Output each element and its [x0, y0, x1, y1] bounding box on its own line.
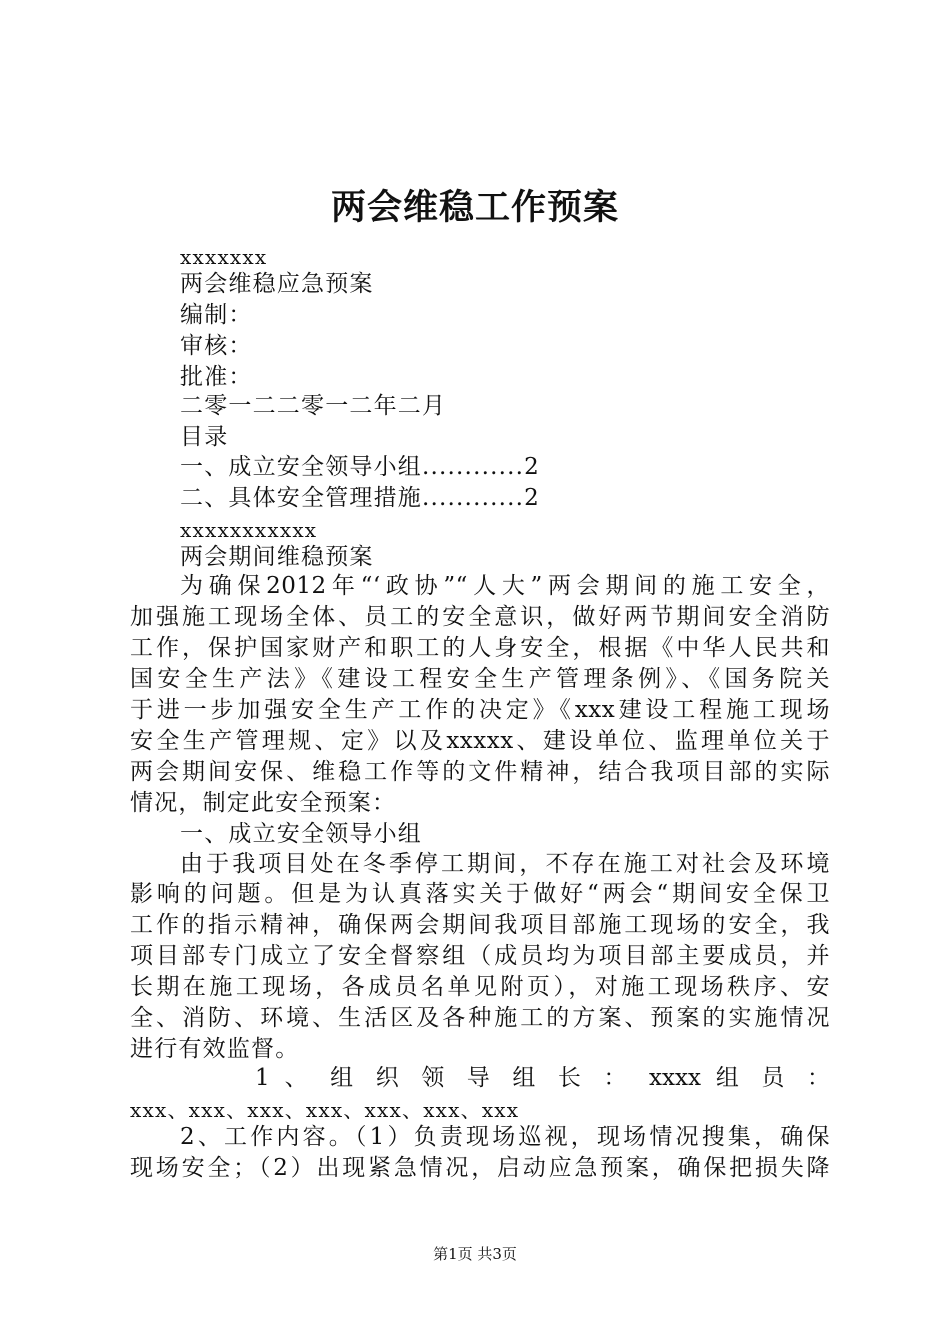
document-title: 两会维稳工作预案 [330, 187, 619, 228]
paragraph-line: 进行有效监督。 [130, 1036, 300, 1062]
paragraph-line: 情况，制定此安全预案： [130, 790, 397, 816]
paragraph-line: 项目部专门成立了安全督察组（成员均为项目部主要成员，并 [130, 943, 830, 969]
paragraph-line: 安全生产管理规、定》以及xxxxx、建设单位、监理单位关于 [130, 728, 830, 754]
paragraph-line: 全、消防、环境、生活区及各种施工的方案、预案的实施情况 [130, 1005, 830, 1031]
org-placeholder: xxxxxxxxxxx [180, 518, 318, 542]
section-subtitle: 两会期间维稳预案 [180, 544, 374, 570]
paragraph-line: 现场安全；（2）出现紧急情况，启动应急预案，确保把损失降 [130, 1155, 830, 1181]
paragraph-line: 为确保2012年“‘政协”“人大”两会期间的施工安全， [180, 573, 830, 599]
paragraph-line: 工作，保护国家财产和职工的人身安全，根据《中华人民共和 [130, 635, 830, 661]
org-placeholder: xxxxxxx [180, 245, 268, 269]
paragraph-line: 工作的指示精神，确保两会期间我项目部施工现场的安全，我 [130, 912, 830, 938]
paragraph-line: 两会期间安保、维稳工作等的文件精神，结合我项目部的实际 [130, 759, 830, 785]
member-list: xxx、xxx、xxx、xxx、xxx、xxx、xxx [130, 1098, 520, 1122]
toc-item: 一、成立安全领导小组............2 [180, 454, 540, 480]
paragraph-line: 影响的问题。但是为认真落实关于做好“两会“期间安全保卫 [130, 881, 830, 907]
paragraph-line: 国安全生产法》《建设工程安全生产管理条例》、《国务院关 [130, 666, 830, 692]
paragraph-line: 长期在施工现场，各成员名单见附页），对施工现场秩序、安 [130, 974, 830, 1000]
prepared-by-label: 编制： [180, 302, 253, 328]
plan-subtitle: 两会维稳应急预案 [180, 271, 374, 297]
reviewed-by-label: 审核： [180, 333, 253, 359]
leader-line: 1 、 组 织 领 导 组 长 ： xxxx 组 员 ： [255, 1065, 830, 1091]
paragraph-line: 于进一步加强安全生产工作的决定》《xxx建设工程施工现场 [130, 697, 830, 723]
approved-by-label: 批准： [180, 364, 253, 390]
date-line: 二零一二二零一二年二月 [180, 393, 447, 419]
page-footer: 第1页 共3页 [433, 1245, 517, 1263]
toc-heading: 目录 [180, 424, 229, 450]
section-heading: 一、成立安全领导小组 [180, 821, 422, 847]
toc-item: 二、具体安全管理措施............2 [180, 485, 540, 511]
paragraph-line: 由于我项目处在冬季停工期间，不存在施工对社会及环境 [180, 851, 830, 877]
paragraph-line: 加强施工现场全体、员工的安全意识，做好两节期间安全消防 [130, 604, 830, 630]
paragraph-line: 2、工作内容。（1）负责现场巡视，现场情况搜集，确保 [180, 1124, 830, 1150]
